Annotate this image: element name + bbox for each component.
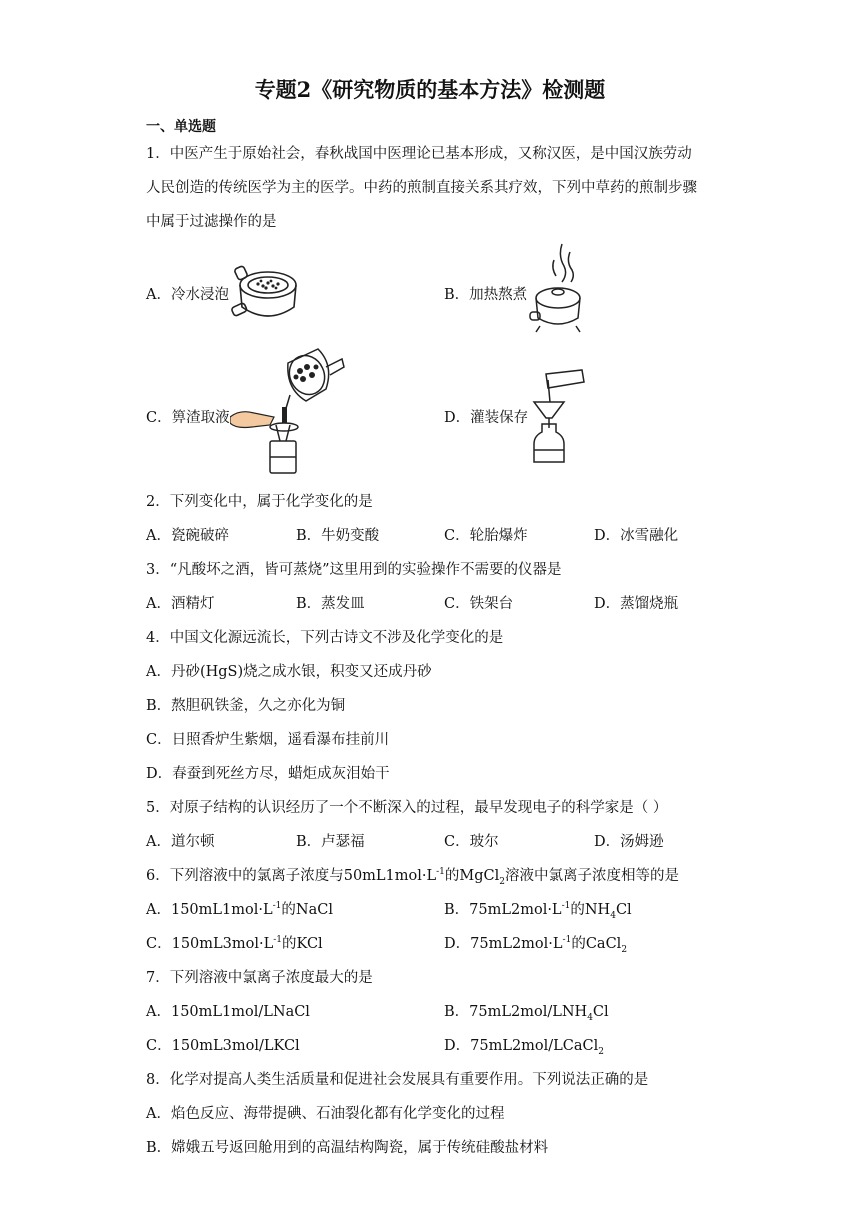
q7-option-b[interactable]: B．$75mL2mol/LNH_4Cl$ [444, 1004, 609, 1023]
section-heading: 一、单选题 [146, 119, 216, 135]
q6-option-c[interactable]: C．$150mL3mol\cdot L^{-1}$的KCl [146, 935, 323, 952]
q1-option-b[interactable]: B．加热熬煮 [444, 287, 528, 303]
q6-option-d[interactable]: D．$75mL2mol\cdot L^{-1}$的CaCl$_2$ [444, 935, 628, 955]
q1-stem-line1: 1．中医产生于原始社会，春秋战国中医理论已基本形成，又称汉医，是中国汉族劳动 [146, 146, 692, 162]
q5-option-d[interactable]: D．汤姆逊 [594, 834, 664, 850]
q2-option-d[interactable]: D．冰雪融化 [594, 528, 679, 544]
soaking-pot-illustration [228, 255, 304, 325]
q3-option-c[interactable]: C．铁架台 [444, 596, 514, 612]
q4-option-d[interactable]: D．春蚕到死丝方尽，蜡炬成灰泪始干 [146, 766, 390, 782]
q3-option-b[interactable]: B．蒸发皿 [296, 596, 365, 612]
q5-option-a[interactable]: A．道尔顿 [146, 834, 215, 850]
q4-option-a[interactable]: A．丹砂(HgS)烧之成水银，积变又还成丹砂 [146, 664, 432, 680]
q2-option-a[interactable]: A．瓷碗破碎 [146, 528, 229, 544]
boiling-pot-illustration [528, 242, 588, 334]
q2-option-b[interactable]: B．牛奶变酸 [296, 528, 380, 544]
bottling-illustration [528, 368, 592, 464]
q3-stem: 3．“凡酸坏之酒，皆可蒸烧”这里用到的实验操作不需要的仪器是 [146, 562, 562, 578]
q5-option-c[interactable]: C．玻尔 [444, 834, 499, 850]
q1-option-a[interactable]: A．冷水浸泡 [146, 287, 229, 303]
page-title: 专题2《研究物质的基本方法》检测题 [254, 77, 606, 102]
q8-option-a[interactable]: A．焰色反应、海带提碘、石油裂化都有化学变化的过程 [146, 1106, 505, 1122]
q1-stem-line3: 中属于过滤操作的是 [146, 214, 277, 230]
q7-option-c[interactable]: C．150mL3mol/LKCl [146, 1038, 300, 1054]
q4-option-b[interactable]: B．熬胆矾铁釜，久之亦化为铜 [146, 698, 346, 714]
q4-stem: 4．中国文化源远流长，下列古诗文不涉及化学变化的是 [146, 630, 504, 646]
q7-option-d[interactable]: D．75mL2mol/LCaCl$_2$ [444, 1038, 605, 1057]
q2-stem: 2．下列变化中，属于化学变化的是 [146, 494, 373, 510]
q1-stem-line2: 人民创造的传统医学为主的医学。中药的煎制直接关系其疗效，下列中草药的煎制步骤 [146, 180, 697, 196]
q7-stem: 7．下列溶液中氯离子浓度最大的是 [146, 970, 373, 986]
q3-option-d[interactable]: D．蒸馏烧瓶 [594, 596, 679, 612]
q2-option-c[interactable]: C．轮胎爆炸 [444, 528, 528, 544]
q8-option-b[interactable]: B．嫦娥五号返回舱用到的高温结构陶瓷，属于传统硅酸盐材料 [146, 1140, 549, 1156]
q7-option-a[interactable]: A．150mL1mol/LNaCl [146, 1004, 310, 1020]
q3-option-a[interactable]: A．酒精灯 [146, 596, 215, 612]
q6-option-a[interactable]: A．$150mL1mol\cdot L^{-1}$的NaCl [146, 901, 333, 918]
q6-stem: 6．下列溶液中的氯离子浓度与$50mL1mol\cdot L^{-1}$的MgCl$_2$溶液中氯离子浓度相等的是 [146, 867, 680, 887]
q4-option-c[interactable]: C．日照香炉生紫烟，遥看瀑布挂前川 [146, 732, 390, 748]
q5-option-b[interactable]: B．卢瑟福 [296, 834, 365, 850]
filtering-illustration [230, 345, 350, 475]
q8-stem: 8．化学对提高人类生活质量和促进社会发展具有重要作用。下列说法正确的是 [146, 1072, 649, 1088]
q5-stem: 5．对原子结构的认识经历了一个不断深入的过程，最早发现电子的科学家是（ ） [146, 800, 668, 816]
q1-option-d[interactable]: D．灌装保存 [444, 410, 529, 426]
q1-option-c[interactable]: C．箅渣取液 [146, 410, 230, 426]
q6-option-b[interactable]: B．$75mL2mol\cdot L^{-1}$的$NH_4Cl$ [444, 901, 632, 921]
